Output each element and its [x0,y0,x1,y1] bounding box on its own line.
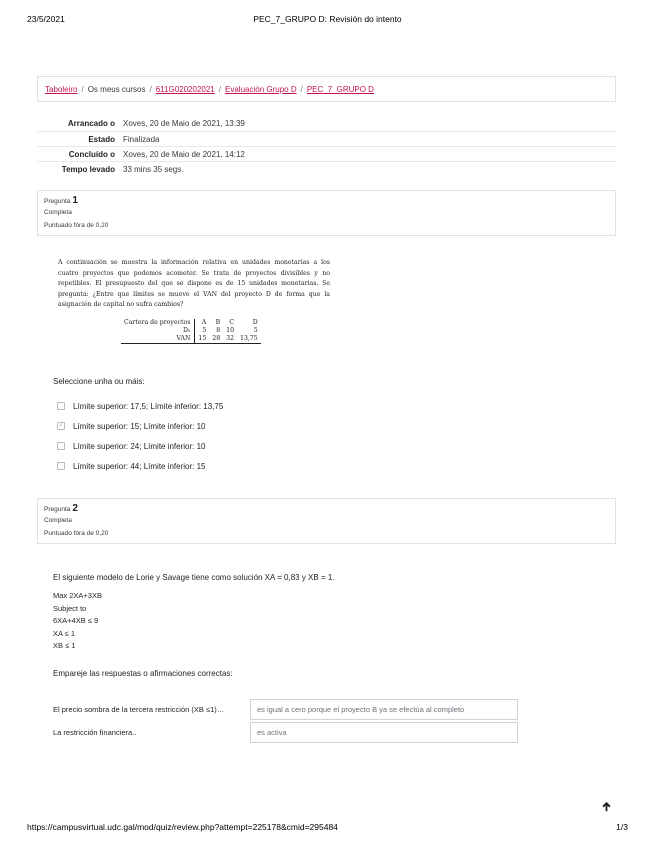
table-header-cell: C [229,318,235,326]
model-line: Subject to [53,603,87,613]
question-1-info [37,190,616,236]
breadcrumb-activity-link[interactable]: PEC_7_GRUPO D [306,84,374,94]
match-select[interactable]: es activa [250,722,518,743]
table-header-cell: D [252,318,258,326]
table-cell: 5 [202,326,207,334]
summary-value: Xoves, 20 de Maio de 2021, 14:12 [123,149,245,159]
answer-option-label: Límite superior: 15; Límite inferior: 10 [73,421,206,431]
summary-row-started [37,116,616,131]
scanned-statement-text: A continuación se muestra la información relativa en unidades monetarias a los cuatro proyectos que podemos acometer. Se trata de proyectos divisibles y no repetibles. El presupuesto del que se dispone es de 15 unidades monetarias. Se pregunta: ¿Entre que límites se mueve el VAN del proyecto D de forma que la asignación de capital no sufra cambios? [58,259,330,308]
arrow-up-icon [601,801,612,812]
match-select[interactable]: es igual a cero porque el proyecto B ya se efectúa al completo [250,699,518,720]
answer-option[interactable] [53,436,223,456]
table-header-cell: A [201,318,207,326]
table-header-cell: Cartera de proyectos [121,319,195,327]
summary-row-state [37,131,616,146]
answer-option-label: Límite superior: 17,5; Límite inferior: 13,75 [73,401,224,411]
print-url: https://campusvirtual.udc.gal/mod/quiz/review.php?attempt=225178&cmid=295484 [27,822,338,832]
breadcrumb-separator: / [218,84,221,94]
question-number-value: 1 [72,195,78,206]
match-prompt: Empareje las respuestas o afirmaciones correctas: [53,668,233,678]
summary-value: 33 mins 35 segs. [123,164,184,174]
table-header-cell: B [215,318,221,326]
summary-row-time-taken [37,161,616,176]
breadcrumb-my-courses: Os meus cursos [87,84,146,94]
answer-option[interactable] [53,396,223,416]
question-1-scanned-image [58,258,330,344]
table-cell: D₀ [121,327,195,335]
checkbox[interactable] [57,442,65,450]
answer-prompt: Seleccione unha ou máis: [53,377,145,386]
table-cell: 15 [195,335,209,344]
match-label: La restricción financiera.. [53,728,137,737]
print-title: PEC_7_GRUPO D: Revisión do intento [253,14,402,24]
answer-option-label: Límite superior: 44; Límite inferior: 15 [73,461,206,471]
model-line: XA ≤ 1 [53,628,76,638]
table-cell: 8 [216,326,221,334]
breadcrumb [37,76,616,102]
question-status: Completa [44,517,72,524]
print-date: 23/5/2021 [27,14,65,24]
table-cell: 13,75 [237,335,261,344]
question-intro: El siguiente modelo de Lorie y Savage tiene como solución XA = 0,83 y XB = 1. [53,573,335,582]
match-label: El precio sombra de la tercera restricción (XB ≤1)… [53,705,225,714]
question-status: Completa [44,209,72,216]
question-mark: Puntuado fóra de 0,20 [44,530,109,537]
checkbox[interactable] [57,402,65,410]
breadcrumb-separator: / [81,84,84,94]
checkmark-icon: ✓ [58,423,64,429]
question-label: Pregunta [44,506,71,513]
spacer [53,653,335,669]
table-cell: 5 [253,326,258,334]
model-line: Max 2XA+3XB [53,591,102,600]
table-cell: 32 [223,335,237,344]
summary-value: Finalizada [123,134,160,144]
summary-label: Concluído o [68,149,115,159]
print-page-number: 1/3 [616,822,628,832]
checkbox[interactable] [57,462,65,470]
question-mark: Puntuado fóra de 0,20 [44,222,109,229]
answer-option-label: Límite superior: 24; Límite inferior: 10 [73,441,206,451]
summary-label: Arrancado o [67,119,115,128]
breadcrumb-separator: / [149,84,152,94]
summary-row-completed [37,146,616,161]
question-2-info [37,498,616,544]
breadcrumb-separator: / [300,84,303,94]
summary-value: Xoves, 20 de Maio de 2021, 13:39 [123,119,245,128]
breadcrumb-course-link[interactable]: 611G020202021 [155,84,215,94]
question-2-text [53,573,335,682]
summary-label: Estado [88,134,115,144]
table-cell: 28 [209,335,223,344]
answer-option[interactable] [53,456,223,476]
question-number-value: 2 [72,503,78,514]
attempt-summary [37,116,616,176]
breadcrumb-home-link[interactable]: Taboleiro [45,84,78,94]
breadcrumb-section-link[interactable]: Evaluación Grupo D [225,84,297,94]
table-cell: 10 [226,326,235,334]
question-1-answers [53,377,223,476]
question-number [44,503,609,514]
answer-option[interactable] [53,416,223,436]
back-to-top-button[interactable] [593,796,619,816]
table-cell: VAN [121,335,195,344]
checkbox-checked[interactable] [57,422,65,430]
projects-table [121,319,261,344]
question-number [44,195,609,206]
question-label: Pregunta [44,198,71,205]
model-line: XB ≤ 1 [53,641,76,650]
model-line: 6XA+4XB ≤ 9 [53,616,99,625]
summary-label: Tempo levado [61,164,115,174]
